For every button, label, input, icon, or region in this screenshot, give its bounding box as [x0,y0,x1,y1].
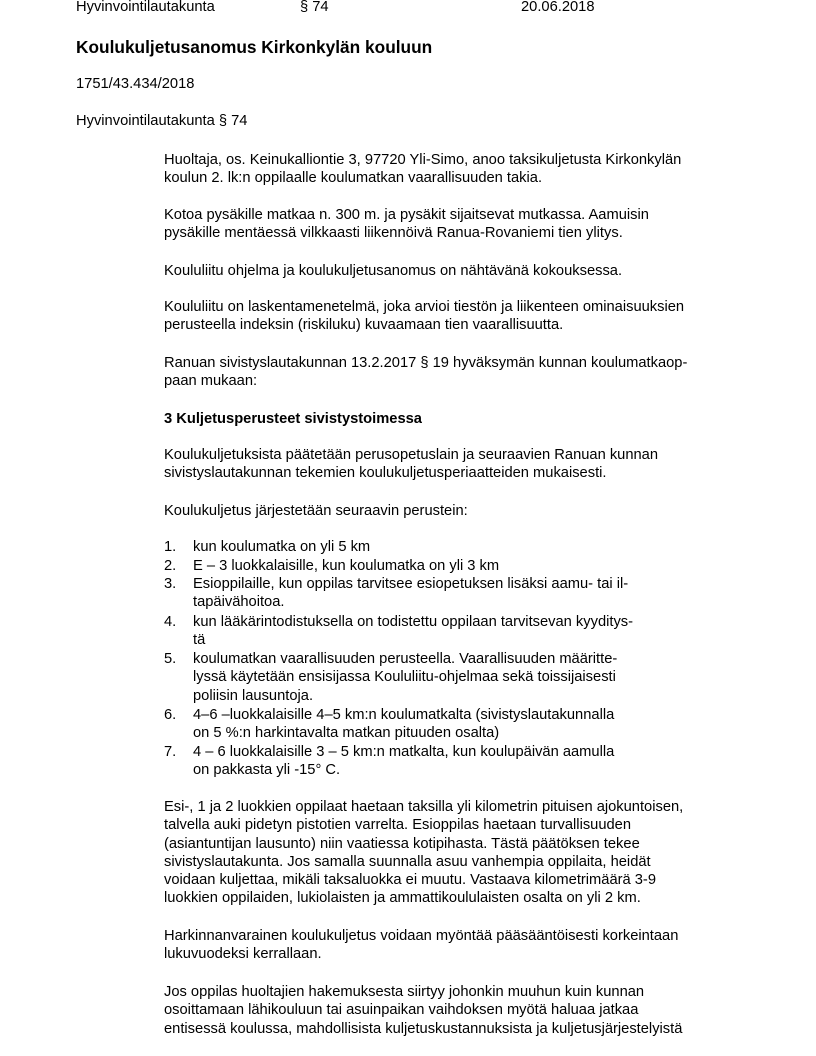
list-number: 4. [164,614,177,630]
paragraph-decisions [164,446,739,483]
paragraph-line: Huoltaja, os. Keinukalliontie 3, 97720 Yli-Simo, anoo taksikuljetusta Kirkonkylän [164,152,682,168]
list-text: on pakkasta yli -15° C. [193,762,341,779]
paragraph-line: lukuvuodeksi kerrallaan. [164,946,322,963]
paragraph-koululiitu-method [164,298,739,335]
paragraph-line: sivistyslautakunta. Jos samalla suunnalla asuu vanhempia oppilaita, heidät [164,853,651,870]
paragraph-guide [164,354,739,391]
paragraph-line: pysäkille mentäessä vilkkaasti liikennöivä Ranua-Rovaniemi tien ylitys. [164,225,623,242]
list-number: 7. [164,744,177,760]
paragraph-line: osoittamaan lähikouluun tai asuinpaikan vaihdoksen myötä haluaa jatkaa [164,1002,639,1019]
paragraph-line: Koulukuljetus järjestetään seuraavin perustein: [164,503,468,519]
paragraph-line: koulun 2. lk:n oppilaalle koulumatkan vaarallisuuden takia. [164,170,543,187]
section-heading: 3 Kuljetusperusteet sivistystoimessa [164,411,422,427]
paragraph-line: Koululiitu on laskentamenetelmä, joka arvioi tiestön ja liikenteen ominaisuuksien [164,299,685,315]
list-text: on 5 %:n harkintavalta matkan pituuden osalta) [193,725,500,742]
list-number: 3. [164,576,177,592]
paragraph-koululiitu-meeting [164,262,739,280]
header-date: 20.06.2018 [521,0,595,15]
paragraph-school-transfer [164,983,739,1038]
paragraph-line: entisessä koulussa, mahdollisista kuljetuskustannuksista ja kuljetusjärjestelyistä [164,1020,683,1037]
header-board: Hyvinvointilautakunta [76,0,215,15]
paragraph-line: talvella auki pidetyn pistotien varrelta. Esioppilas haetaan turvallisuuden [164,817,632,834]
list-text: koulumatkan vaarallisuuden perusteella. Vaarallisuuden määritte- [193,651,618,667]
board-section: Hyvinvointilautakunta § 74 [76,113,248,129]
paragraph-line: Kotoa pysäkille matkaa n. 300 m. ja pysäkit sijaitsevat mutkassa. Aamuisin [164,207,649,223]
paragraph-line: Jos oppilas huoltajien hakemuksesta siirtyy johonkin muuhun kuin kunnan [164,984,645,1000]
list-number: 2. [164,558,177,574]
list-text: poliisin lausuntoja. [193,687,314,704]
reference-number: 1751/43.434/2018 [76,76,195,92]
list-text: 4–6 –luokkalaisille 4–5 km:n koulumatkalta (sivistyslautakunnalla [193,707,615,723]
paragraph-distance [164,206,739,243]
paragraph-line: Koulukuljetuksista päätetään perusopetuslain ja seuraavien Ranuan kunnan [164,447,659,463]
list-text: Esioppilaille, kun oppilas tarvitsee esiopetuksen lisäksi aamu- tai il- [193,576,629,592]
list-number: 5. [164,651,177,667]
paragraph-line: luokkien oppilaiden, lukiolaisten ja ammattikoululaisten osalta on yli 2 km. [164,890,641,907]
paragraph-application [164,151,739,188]
header-section: § 74 [300,0,329,15]
paragraph-line: paan mukaan: [164,373,258,390]
paragraph-line: Ranuan sivistyslautakunnan 13.2.2017 § 19 hyväksymän kunnan koulumatkaop- [164,355,688,371]
list-text: 4 – 6 luokkalaisille 3 – 5 km:n matkalta, kun koulupäivän aamulla [193,744,615,760]
paragraph-line: Koululiitu ohjelma ja koulukuljetusanomus on nähtävänä kokouksessa. [164,263,623,279]
document-title: Koulukuljetusanomus Kirkonkylän kouluun [76,37,433,57]
list-number: 6. [164,707,177,723]
paragraph-taxi-rules [164,798,739,908]
paragraph-line: voidaan kuljettaa, mikäli taksaluokka ei muutu. Vastaava kilometrimäärä 3-9 [164,872,656,889]
list-text: tä [193,632,206,649]
paragraph-line: Harkinnanvarainen koulukuljetus voidaan myöntää pääsääntöisesti korkeintaan [164,928,679,944]
paragraph-criteria-intro [164,502,739,520]
list-text: kun lääkärintodistuksella on todistettu oppilaan tarvitsevan kyyditys- [193,614,634,630]
list-text: kun koulumatka on yli 5 km [193,539,371,555]
paragraph-line: sivistyslautakunnan tekemien koulukuljetusperiaatteiden mukaisesti. [164,465,607,482]
paragraph-discretionary [164,927,739,964]
list-text: E – 3 luokkalaisille, kun koulumatka on yli 3 km [193,558,500,574]
paragraph-line: perusteella indeksin (riskiluku) kuvaamaan tien vaarallisuutta. [164,317,564,334]
list-number: 1. [164,539,177,555]
list-text: tapäivähoitoa. [193,594,285,611]
list-text: lyssä käytetään ensisijassa Koululiitu-ohjelmaa sekä toissijaisesti [193,669,616,686]
paragraph-line: Esi-, 1 ja 2 luokkien oppilaat haetaan taksilla yli kilometrin pituisen ajokuntoisen, [164,799,684,815]
paragraph-line: (asiantuntijan lausunto) niin vaatiessa kotipihasta. Tästä päätöksen tekee [164,835,640,852]
